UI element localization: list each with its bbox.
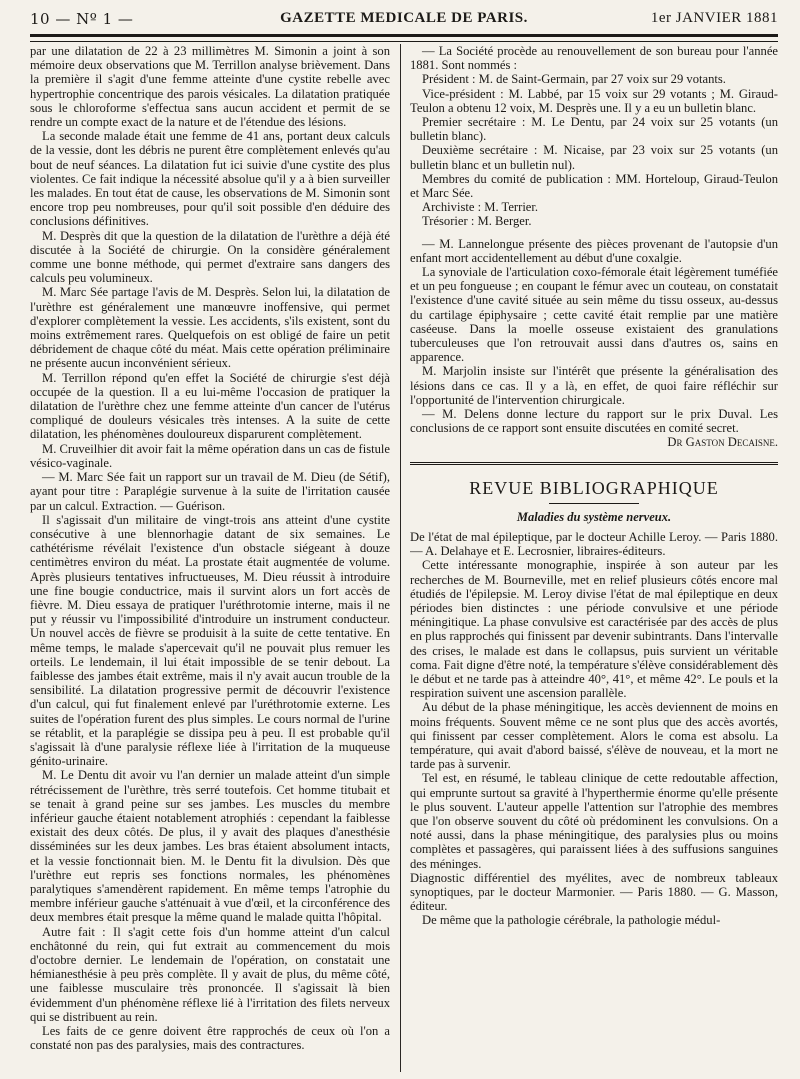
signature: Dr Gaston Decaisne. (667, 435, 778, 450)
paragraph: Au début de la phase méningitique, les accès deviennent de moins en moins fréquents. Souvent même ce ne sont plus que des accès avortés, qui finissent par cesser complètement. Alors le coma est absolu. La température, qui avait d'abord baissé, s'élève de nouveau, et la mort ne tarde pas à survenir. (410, 700, 778, 772)
paragraph: La seconde malade était une femme de 41 ans, portant deux calculs de la vessie, dont les débris ne purent être complètement enlevés qu'au bout de neuf séances. La dilatation fut ici suivie d'une cystite des plus violentes. Ce fait indique la nécessité absolue qu'il y a à bien surveiller les malades. En tout état de cause, les observations de M. Simonin sont encore trop peu nombreuses, pour qu'il soit possible d'en déduire des conclusions définitives. (30, 129, 390, 229)
society-intro: — La Société procède au renouvellement de son bureau pour l'année 1881. Sont nommés : (410, 44, 778, 73)
paragraph: Autre fait : Il s'agit cette fois d'un homme atteint d'un calcul enchâtonné du rein, qui fut extrait au commencement du mois d'octobre dernier. Le lendemain de l'opération, on constatait une hémianesthésie à peu près complète. Il y avait de plus, du même côté, une faiblesse musculaire très prononcée. Il s'agissait là bien évidemment d'un phénomène réflexe lié à l'irritation des filets nerveux qui se distribuent au rein. (30, 924, 390, 1024)
election-item: Membres du comité de publication : MM. Horteloup, Giraud-Teulon et Marc Sée. (410, 171, 778, 201)
paragraph: Les faits de ce genre doivent être rapprochés de ceux où l'on a constaté non pas des paralysies, mais des contractures. (30, 1024, 390, 1053)
book-reference: De l'état de mal épileptique, par le docteur Achille Leroy. — Paris 1880. — A. Delahaye et E. Lecrosnier, libraires-éditeurs. (410, 529, 778, 559)
paragraph: M. Cruveilhier dit avoir fait la même opération dans un cas de fistule vésico-vaginale. (30, 441, 390, 470)
election-item: Trésorier : M. Berger. (422, 214, 532, 229)
paragraph: M. Marc Sée partage l'avis de M. Desprès. Selon lui, la dilatation de l'urèthre est généralement une manœuvre inoffensive, qui permet d'explorer complètement la vessie. Les accidents, s'ils existent, sont du moins extrêmement rares. Quelquefois on est obligé de faire un petit débridement de chaque côté du méat. Mais cette opération préliminaire ne présente aucun inconvénient sérieux. (30, 285, 390, 371)
paragraph: La synoviale de l'articulation coxo-fémorale était légèrement tuméfiée et un peu fongueuse ; en coupant le fémur avec un couteau, on constatait l'existence d'une cavité située au sein même du tissu osseux, au-dessus du cartilage épiphysaire ; cette cavité était remplie par une matière caséeuse. Dans la moelle osseuse existaient des granulations tuberculeuses que l'on retrouvait aussi dans d'autres os, sains en apparence. (410, 265, 778, 365)
paragraph: M. Desprès dit que la question de la dilatation de l'urèthre a déjà été discutée à la Société de chirurgie. On la considère généralement comme une bonne méthode, qui permet d'extraire sans dangers des calculs peu volumineux. (30, 228, 390, 286)
election-item: Archiviste : M. Terrier. (422, 200, 539, 215)
paragraph: M. Terrillon répond qu'en effet la Société de chirurgie s'est déjà occupée de la question. Il a eu lui-même l'occasion de pratiquer la dilatation de l'urèthre chez une femme atteinte d'un cancer de l'utérus compliqué de douleurs vésicales très intenses. A la suite de cette dilatation, les phénomènes douloureux disparurent complètement. (30, 370, 390, 442)
review-subtitle: Maladies du système nerveux. (516, 509, 672, 524)
right-column (410, 44, 778, 1074)
paragraph: M. Le Dentu dit avoir vu l'an dernier un malade atteint d'un simple rétrécissement de l'urèthre, très serré toutefois. Cet homme titubait et se tenait à grand peine sur ses jambes. Les muscles du membre inférieur gauche étaient notablement atrophiés : cependant la faiblesse existait des deux côtés. De plus, il y avait des plaques d'anesthésie disséminées sur les deux jambes. Les bras étaient absolument intacts, et la vessie fonctionnait bien. M. le Dentu fit la divulsion. Dès que l'urèthre eut repris ses fonctions normales, les phénomènes paralytiques s'amendèrent rapidement. En même temps l'atrophie du membre inférieur gauche s'atténuait à vue d'œil, et la circonférence des deux membres était presque la même quand le malade quitta l'hôpital. (30, 768, 390, 925)
column-divider (400, 44, 401, 1072)
paragraph: Tel est, en résumé, le tableau clinique de cette redoutable affection, qui emprunte surtout sa gravité à l'hyperthermie énorme qu'elle présente le plus souvent. L'auteur appelle l'attention sur l'atrophie des membres que l'on observe souvent du côté où prédominent les convulsions. On a noté aussi, dans la phase méningitique, des paralysies plus ou moins complètes et passagères, qui paraissent liées à des suffusions sanguines des méninges. (410, 771, 778, 871)
book-reference: Diagnostic différentiel des myélites, avec de nombreux tableaux synoptiques, par le docteur Marmonier. — Paris 1880. — G. Masson, éditeur. (410, 870, 778, 914)
paragraph: — M. Delens donne lecture du rapport sur le prix Duval. Les conclusions de ce rapport sont ensuite discutées en comité secret. (410, 407, 778, 436)
paragraph: De même que la pathologie cérébrale, la pathologie médul- (422, 913, 721, 928)
title-rule (549, 503, 639, 504)
paragraph: par une dilatation de 22 à 23 millimètres M. Simonin a joint à son mémoire deux observations que M. Terrillon analyse brièvement. Dans la première il s'agit d'une femme atteinte d'une cystite rebelle avec hypertrophie concentrique des parois vésicales. La dilatation pratiquée sous le chloroforme s'effectua sans aucun accident et permit de se rendre un compte exact de la nature et de l'étendue des lésions. (30, 44, 390, 130)
paragraph: Il s'agissait d'un militaire de vingt-trois ans atteint d'une cystite consécutive à une blennorhagie datant de six semaines. Le cathétérisme révélait l'existence d'un obstacle siégeant à douze centimètres environ du méat. La prostate était augmentée de volume. Après plusieurs tentatives infructueuses, M. Dieu réussit à introduire une fine bougie conductrice, mais il survint alors un fort accès de fièvre. M. Dieu essaya de pratiquer l'uréthrotomie interne, mais il ne put y réussir vu l'impossibilité d'introduire un instrument conducteur. Un nouvel accès de fièvre se produisit à la suite de cette tentative. En même temps, le malade s'apercevait qu'il ne pouvait plus remuer les orteils. Le lendemain, il lui était impossible de se tenir debout. La faiblesse des jambes était extrême, mais il n'y avait aucun trouble de la sensibilité. La dilatation progressive permit de découvrir l'existence d'un calcul, qui fut finalement enlevé par l'uréthrotomie externe. Les suites de l'opération furent des plus simples. Le cours normal de l'urine se rétablit, et la paraplégie se dissipa peu à peu. Il est probable qu'il s'agissait là d'une paralysie réflexe liée à l'irritation de la muqueuse génito-urinaire. (30, 512, 390, 769)
issue-date: 1er JANVIER 1881 (650, 10, 778, 26)
paragraph: — M. Lannelongue présente des pièces provenant de l'autopsie d'un enfant mort accidentellement au début d'une coxalgie. (410, 236, 778, 265)
page-header (30, 6, 778, 30)
spacer (410, 229, 778, 237)
left-column (30, 44, 390, 1074)
election-item: Vice-président : M. Labbé, par 15 voix sur 29 votants ; M. Giraud-Teulon a obtenu 12 voix, M. Desprès une. Il y a eu un bulletin blanc. (410, 86, 778, 115)
paragraph: M. Marjolin insiste sur l'intérêt que présente la généralisation des lésions dans ce cas. Il y a là, en effet, de quoi faire réfléchir sur l'opportunité de l'intervention chirurgicale. (410, 364, 778, 407)
election-item: Deuxième secrétaire : M. Nicaise, par 23 voix sur 25 votants (un bulletin blanc et un bulletin nul). (410, 143, 778, 172)
header-rule (30, 34, 778, 42)
election-item: Premier secrétaire : M. Le Dentu, par 24 voix sur 25 votants (un bulletin blanc). (410, 115, 778, 144)
page-number: 10 — Nº 1 — (30, 10, 134, 28)
journal-title: GAZETTE MEDICALE DE PARIS. (280, 10, 528, 26)
paragraph: — M. Marc Sée fait un rapport sur un travail de M. Dieu (de Sétif), ayant pour titre : Paraplégie survenue à la suite de l'irritation causée par un calcul. Extraction. — Guérison. (30, 470, 390, 513)
election-item: Président : M. de Saint-Germain, par 27 voix sur 29 votants. (422, 72, 726, 87)
section-rule (410, 462, 778, 465)
paragraph: Cette intéressante monographie, inspirée à son auteur par les recherches de M. Bourneville, met en relief plusieurs côtés encore mal étudiés de l'épilepsie. M. Leroy divise l'état de mal épileptique en deux périodes bien distinctes : une période convulsive et une période méningitique. La phase convulsive est caractérisée par des accès de plus en plus rapprochés qui finissent par devenir subintrants. Dans l'intervalle des crises, le malade est dans le collapsus, puis survient un véritable coma. Fait digne d'être noté, la température s'élève considérablement dès le début et ne tarde pas à atteindre 40°, 41°, et même 42°. Le pouls et la respiration suivent une ascension parallèle. (410, 558, 778, 701)
review-title: REVUE BIBLIOGRAPHIQUE (469, 477, 719, 498)
